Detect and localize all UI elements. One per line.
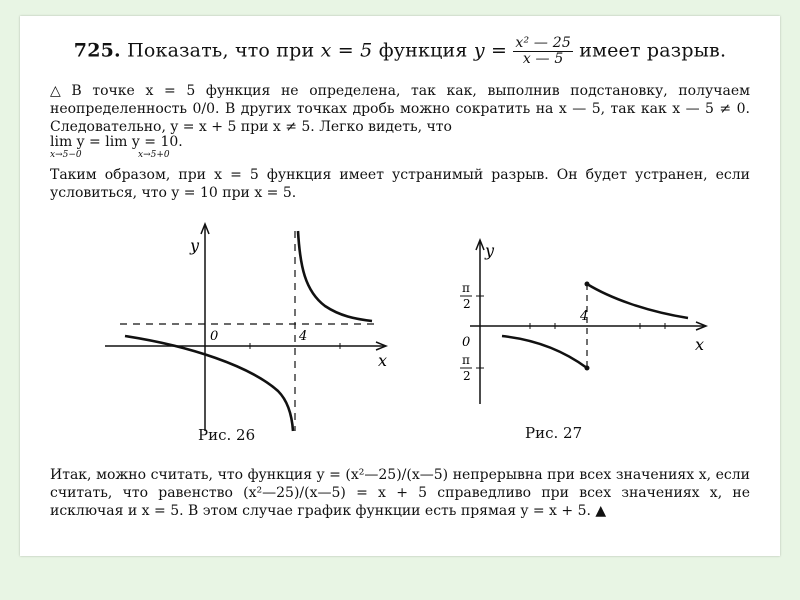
- figure-26-caption: Рис. 26: [198, 426, 256, 444]
- fig26-y-label: y: [190, 236, 200, 255]
- problem-title: [20, 36, 780, 67]
- book-page: [20, 16, 780, 556]
- fig27-pi-bottom: π: [462, 353, 470, 367]
- fraction-denominator: x — 5: [522, 51, 564, 67]
- fig27-pi-top-den: 2: [463, 297, 471, 311]
- limit-subscript-left: x→5−0: [50, 150, 82, 160]
- problem-y-eq: y =: [473, 39, 508, 62]
- solution-para-3-text: Итак, можно считать, что функция y = (x²—25)/(x—5) непрерывна при всех значениях x, если считать, что равенство (x²—25)/(x—5) = x + 5 справедливо при всех значениях x, не исключая и x = 5. В этом случае график функции есть прямая y = x + 5.: [50, 467, 750, 519]
- solution-line-1: В точке x = 5 функция не определена, так как, выполнив подстановку, получаем неопределенность 0/0. В других точках дробь можно сократить на x — 5, так как x — 5 ≠ 0. Следовательно, y = x + 5 при x ≠ 5. Легко видеть, что: [50, 83, 750, 135]
- solution-paragraph-2: Таким образом, при x = 5 функция имеет устранимый разрыв. Он будет устранен, если условиться, что y = 10 при x = 5.: [50, 167, 750, 201]
- fig27-pi-bottom-den: 2: [463, 369, 471, 383]
- limit-expression: lim y = lim y = 10.: [50, 134, 183, 150]
- problem-word-function: функция: [378, 39, 468, 62]
- solution-start-mark: △: [50, 83, 61, 99]
- solution-paragraph-3: [50, 466, 750, 520]
- problem-fraction: [513, 36, 573, 67]
- problem-text-after: имеет разрыв.: [579, 39, 727, 62]
- fraction-numerator: x² — 25: [515, 35, 571, 51]
- limit-subscript-right: x→5+0: [138, 150, 170, 160]
- problem-text-before: Показать, что при: [127, 39, 315, 62]
- solution-end-mark: ▲: [595, 503, 607, 519]
- fig26-x-label: x: [378, 351, 388, 370]
- fig27-pi-top: π: [462, 281, 470, 295]
- fig26-tick-label: 4: [299, 329, 308, 344]
- figure-27-graph: [440, 236, 710, 406]
- problem-number: 725.: [73, 39, 121, 62]
- fig27-y-label: y: [485, 241, 495, 260]
- fig27-tick-label: 4: [580, 309, 589, 324]
- fig26-origin: 0: [210, 329, 219, 344]
- figure-27-caption: Рис. 27: [525, 424, 583, 442]
- solution-paragraph-1: [50, 82, 750, 136]
- problem-condition: x = 5: [320, 39, 373, 62]
- fig27-x-label: x: [695, 335, 705, 354]
- figure-26-graph: [100, 206, 390, 436]
- fig27-origin: 0: [462, 335, 471, 350]
